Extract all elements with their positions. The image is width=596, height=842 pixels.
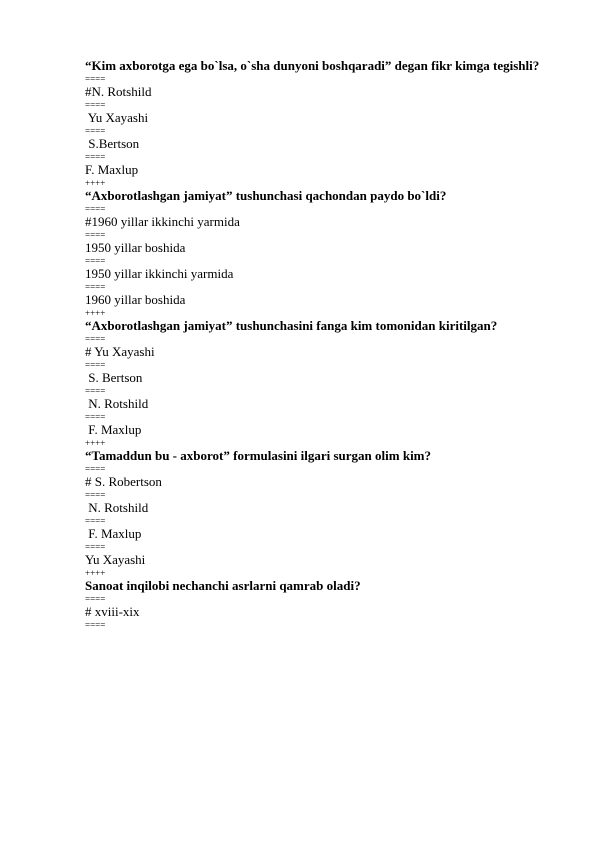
- answer-separator: ====: [85, 542, 106, 552]
- question-text: “Axborotlashgan jamiyat” tushunchasi qachondan paydo bo`ldi?: [85, 188, 447, 203]
- answer-separator: ====: [85, 230, 106, 240]
- answer-option: F. Maxlup: [85, 526, 142, 541]
- answer-separator: ====: [85, 256, 106, 266]
- question-separator: ++++: [85, 568, 106, 578]
- question-separator: ++++: [85, 308, 106, 318]
- answer-option: F. Maxlup: [85, 162, 139, 177]
- answer-separator: ====: [85, 360, 106, 370]
- answer-option: #1960 yillar ikkinchi yarmida: [85, 214, 240, 229]
- answer-separator: ====: [85, 334, 106, 344]
- answer-option: N. Rotshild: [85, 396, 149, 411]
- answer-option: # xviii-xix: [85, 604, 140, 619]
- answer-option: 1950 yillar boshida: [85, 240, 186, 255]
- answer-option: N. Rotshild: [85, 500, 149, 515]
- answer-option: # S. Robertson: [85, 474, 162, 489]
- answer-option: F. Maxlup: [85, 422, 142, 437]
- answer-separator: ====: [85, 386, 106, 396]
- answer-separator: ====: [85, 204, 106, 214]
- answer-separator: ====: [85, 594, 106, 604]
- answer-option: #N. Rotshild: [85, 84, 152, 99]
- document-page: [85, 58, 553, 630]
- answer-separator: ====: [85, 620, 106, 630]
- answer-separator: ====: [85, 516, 106, 526]
- question-text: “Tamaddun bu - axborot” formulasini ilgari surgan olim kim?: [85, 448, 432, 463]
- answer-separator: ====: [85, 490, 106, 500]
- question-text: “Kim axborotga ega bo`lsa, o`sha dunyoni boshqaradi” degan fikr kimga tegishli?: [85, 58, 540, 73]
- answer-separator: ====: [85, 100, 106, 110]
- question-separator: ++++: [85, 178, 106, 188]
- answer-separator: ====: [85, 74, 106, 84]
- question-text: “Axborotlashgan jamiyat” tushunchasini fanga kim tomonidan kiritilgan?: [85, 318, 498, 333]
- answer-separator: ====: [85, 464, 106, 474]
- answer-option: Yu Xayashi: [85, 552, 146, 567]
- answer-option: # Yu Xayashi: [85, 344, 155, 359]
- answer-separator: ====: [85, 412, 106, 422]
- answer-option: S. Bertson: [85, 370, 143, 385]
- question-separator: ++++: [85, 438, 106, 448]
- answer-option: 1950 yillar ikkinchi yarmida: [85, 266, 234, 281]
- answer-separator: ====: [85, 152, 106, 162]
- answer-separator: ====: [85, 282, 106, 292]
- answer-option: 1960 yillar boshida: [85, 292, 186, 307]
- answer-option: S.Bertson: [85, 136, 140, 151]
- answer-option: Yu Xayashi: [85, 110, 149, 125]
- answer-separator: ====: [85, 126, 106, 136]
- question-text: Sanoat inqilobi nechanchi asrlarni qamrab oladi?: [85, 578, 361, 593]
